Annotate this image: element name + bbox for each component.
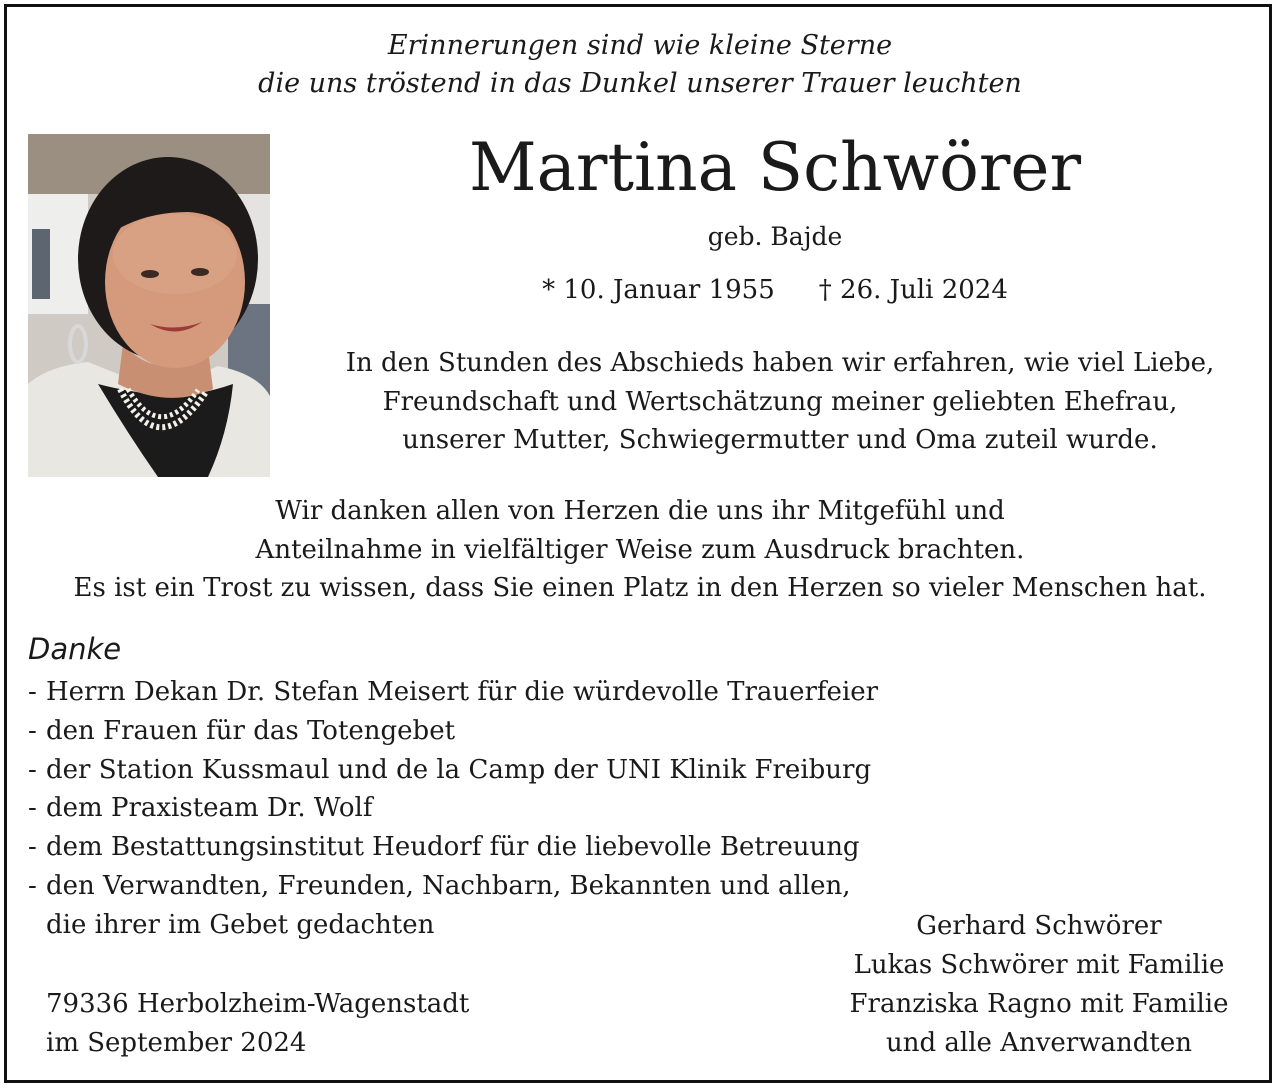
motto [0,27,1280,103]
danke-item-continuation: die ihrer im Gebet gedachten [46,909,435,940]
thanks-text [0,492,1280,608]
danke-item: - den Frauen für das Totengebet [28,715,456,746]
thanks-line: Es ist ein Trost zu wissen, dass Sie einen Platz in den Herzen so vieler Menschen hat. [73,573,1207,603]
danke-list [28,673,878,945]
intro-line: In den Stunden des Abschieds haben wir erfahren, wie viel Liebe, [345,348,1215,378]
thanks-line: Anteilnahme in vielfältiger Weise zum Ausdruck brachten. [255,534,1025,565]
intro-line: unserer Mutter, Schwiegermutter und Oma zuteil wurde. [402,425,1158,455]
mourner: Lukas Schwörer mit Familie [853,950,1225,980]
danke-item: - dem Praxisteam Dr. Wolf [28,793,373,824]
mourner: und alle Anverwandten [886,1028,1192,1058]
danke-heading: Danke [28,632,122,666]
intro-line: Freundschaft und Wertschätzung meiner geliebten Ehefrau, [382,386,1178,417]
motto-line: Erinnerungen sind wie kleine Sterne [387,30,893,61]
motto-line: die uns tröstend in das Dunkel unserer Trauer leuchten [258,68,1022,99]
date-line: im September 2024 [46,1027,307,1058]
portrait-photo [28,134,270,477]
place-and-date [46,985,469,1062]
thanks-line: Wir danken allen von Herzen die uns ihr Mitgefühl und [275,496,1005,526]
mourners-list [800,907,1278,1063]
intro-text [290,344,1270,460]
deceased-name: Martina Schwörer [468,129,1081,206]
place-line: 79336 Herbolzheim-Wagenstadt [46,989,470,1019]
mourner: Gerhard Schwörer [916,911,1162,941]
danke-item: - der Station Kussmaul und de la Camp der UNI Klinik Freiburg [28,754,872,785]
maiden-name: geb. Bajde [707,222,843,251]
birth-date: * 10. Januar 1955 [542,275,775,305]
danke-item: - dem Bestattungsinstitut Heudorf für die liebevolle Betreuung [28,832,860,863]
death-date: † 26. Juli 2024 [818,275,1008,305]
life-dates [270,271,1280,309]
danke-item: - Herrn Dekan Dr. Stefan Meisert für die würdevolle Trauerfeier [28,677,879,707]
mourner: Franziska Ragno mit Familie [849,989,1229,1019]
danke-item: - den Verwandten, Freunden, Nachbarn, Bekannten und allen, [28,870,851,901]
